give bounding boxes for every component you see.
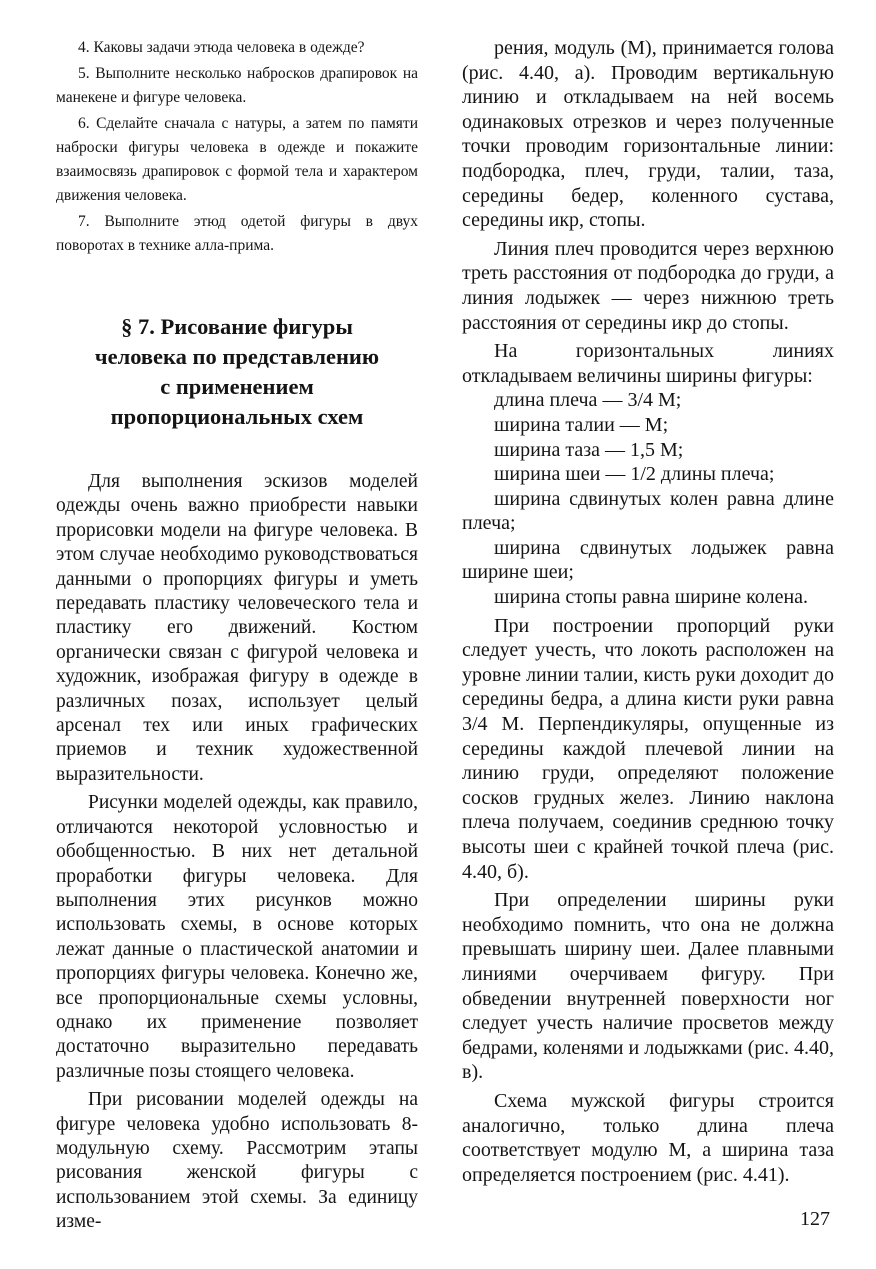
question-4: 4. Каковы задачи этюда человека в одежде? bbox=[78, 39, 365, 56]
section-heading-line: человека по представлению bbox=[94, 344, 380, 369]
body-paragraph: При построении пропорций руки следует учесть, что локоть расположен на уровне линии талии, кисть руки доходит до середины бедра, а длина кисти руки равна 3/4 М. Перпендикуляры, опущенные из середины каждой плечевой линии на линию груди, определяют положение сосков грудных желез. Линию наклона плеча получаем, соединив среднюю точку высоты шеи с крайней точкой плеча (рис. 4.40, б). bbox=[462, 614, 834, 883]
list-item: ширина талии — М; bbox=[494, 413, 669, 436]
section-heading-line: § 7. Рисование фигуры bbox=[121, 314, 353, 339]
body-paragraph: Схема мужской фигуры строится аналогично, только длина плеча соответствует модулю М, а ширина таза определяется построением (рис. 4.41). bbox=[462, 1089, 834, 1186]
section-heading bbox=[56, 312, 418, 432]
body-paragraph: На горизонтальных линиях откладываем величины ширины фигуры: bbox=[462, 340, 834, 387]
list-item: длина плеча — 3/4 М; bbox=[494, 389, 682, 412]
left-column bbox=[56, 36, 418, 1239]
question-7: 7. Выполните этюд одетой фигуры в двух поворотах в технике алла-прима. bbox=[56, 213, 418, 254]
list-item: ширина таза — 1,5 М; bbox=[494, 438, 684, 461]
question-5: 5. Выполните несколько набросков драпировок на манекене и фигуре человека. bbox=[56, 65, 418, 106]
right-column bbox=[462, 36, 834, 1191]
body-paragraph: При определении ширины руки необходимо помнить, что она не должна превышать ширину шеи. Далее плавными линиями очерчиваем фигуру. При обведении внутренней поверхности ног следует учесть наличие просветов между бедрами, коленями и лодыжками (рис. 4.40, в). bbox=[462, 889, 834, 1084]
proportion-list bbox=[462, 388, 834, 609]
body-paragraph: Линия плеч проводится через верхнюю треть расстояния от подбородка до груди, а линия лодыжек — через нижнюю треть расстояния от середины икр до стопы. bbox=[462, 237, 834, 334]
list-item: ширина сдвинутых лодыжек равна ширине шеи; bbox=[462, 536, 834, 584]
list-item: ширина стопы равна ширине колена. bbox=[494, 586, 809, 609]
page-number: 127 bbox=[800, 1208, 830, 1230]
question-6: 6. Сделайте сначала с натуры, а затем по памяти наброски фигуры человека в одежде и покажите взаимосвязь драпировок с формой тела и характером движения человека. bbox=[56, 115, 418, 204]
body-paragraph: Рисунки моделей одежды, как правило, отличаются некоторой условностью и обобщенностью. В них нет детальной проработки фигуры человека. Для выполнения этих рисунков можно использовать схемы, в основе которых лежат данные о пластической анатомии и пропорциях фигуры человека. Конечно же, все пропорциональные схемы условны, однако их применение позволяет достаточно выразительно передавать различные позы стоящего человека. bbox=[56, 792, 418, 1082]
list-item: ширина шеи — 1/2 длины плеча; bbox=[494, 463, 775, 486]
section-heading-line: с применением bbox=[160, 374, 314, 399]
body-paragraph: При рисовании моделей одежды на фигуре человека удобно использовать 8-модульную схему. Рассмотрим этапы рисования женской фигуры с использованием этой схемы. За единицу изме- bbox=[56, 1089, 418, 1233]
list-item: ширина сдвинутых колен равна длине плеча; bbox=[462, 487, 834, 535]
body-paragraph: рения, модуль (М), принимается голова (рис. 4.40, а). Проводим вертикальную линию и откладываем на ней восемь одинаковых отрезков и через полученные точки проводим горизонтальные линии: подбородка, плеч, груди, талии, таза, середины бедер, коленного сустава, середины икр, стопы. bbox=[462, 37, 834, 232]
section-heading-line: пропорциональных схем bbox=[110, 404, 364, 429]
body-paragraph: Для выполнения эскизов моделей одежды очень важно приобрести навыки прорисовки модели на фигуре человека. В этом случае необходимо руководствоваться данными о пропорциях фигуры и уметь передавать пластику человеческого тела и пластику его движений. Костюм органически связан с фигурой человека и художник, изображая фигуру в одежде в различных позах, использует целый арсенал тех или иных графических приемов и техник художественной выразительности. bbox=[56, 471, 418, 785]
